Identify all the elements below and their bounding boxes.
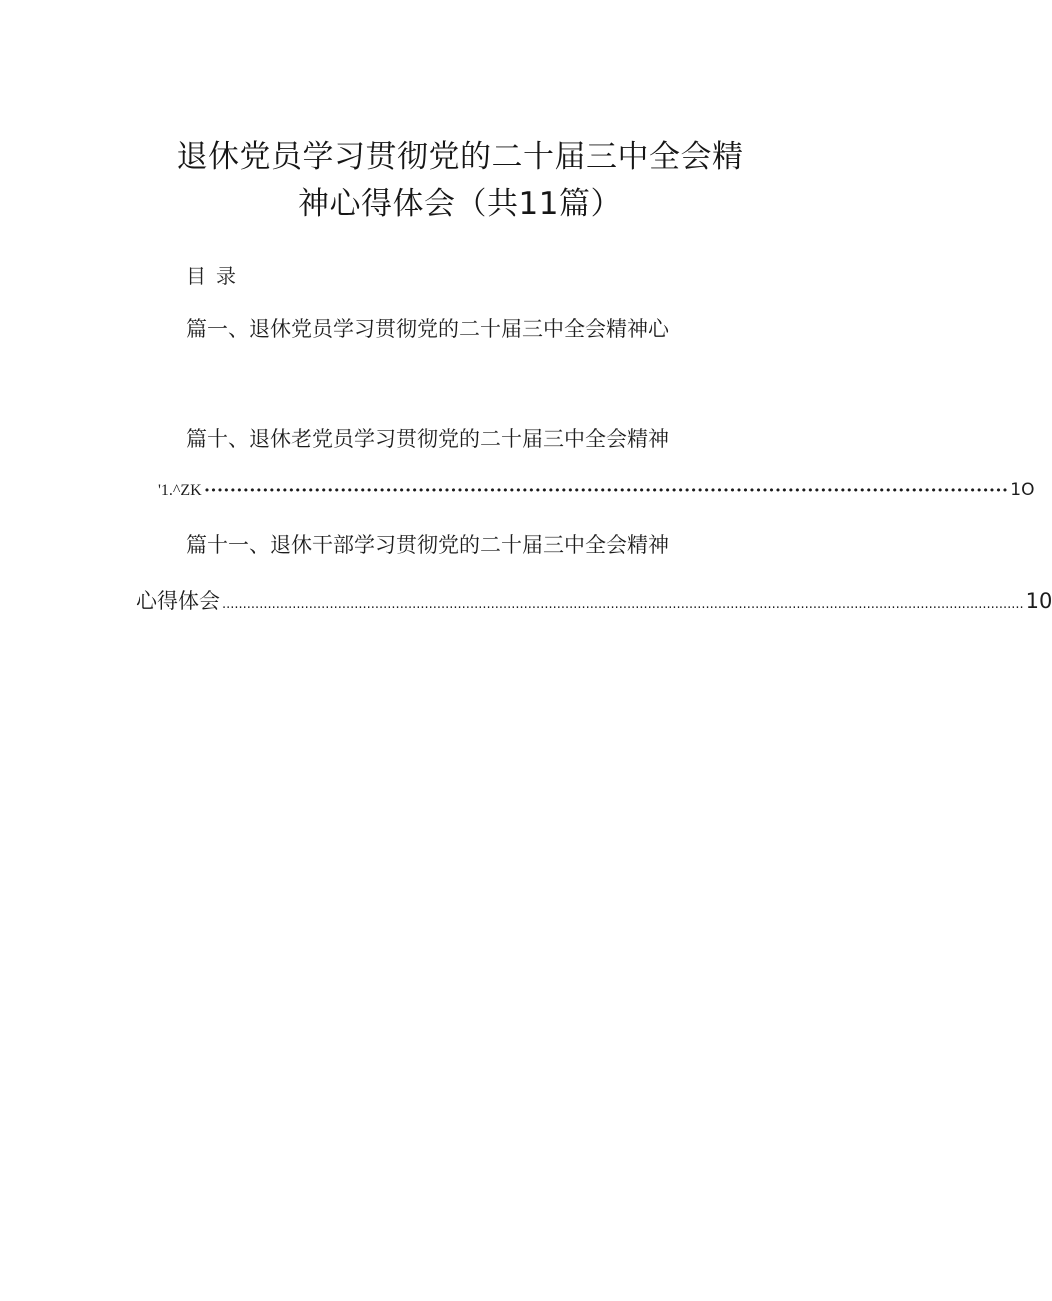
document-title-line-2: 神心得体会（共11篇）	[298, 186, 622, 222]
toc-entry-11-page-number: 10	[1025, 589, 1052, 613]
toc-entry-11-dot-leader: ..................................................................................................................................................................................................	[222, 597, 1024, 612]
document-title-line-1: 退休党员学习贯彻党的二十届三中全会精	[176, 139, 744, 175]
toc-entry-10-leader-row[interactable]	[158, 478, 1035, 504]
toc-entry-10-dot-leader: ••••••••••••••••••••••••••••••••••••••••••••••••••••••••••••••••••••••••••••••••••••••••••••••••••••••••••••••••••••••••••••	[203, 484, 1009, 497]
toc-entry-11-continuation: 心得体会	[136, 589, 220, 613]
toc-entry-11-leader-row[interactable]	[136, 586, 1052, 620]
toc-heading: 目录	[186, 264, 246, 288]
toc-entry-11-title[interactable]: 篇十一、退休干部学习贯彻党的二十届三中全会精神	[186, 533, 669, 557]
toc-entry-1-title[interactable]: 篇一、退休党员学习贯彻党的二十届三中全会精神心	[186, 317, 669, 341]
toc-entry-10-title[interactable]: 篇十、退休老党员学习贯彻党的二十届三中全会精神	[186, 427, 669, 451]
toc-entry-10-page-number: 1O	[1010, 480, 1035, 500]
toc-entry-10-continuation: '1.^ZK	[158, 482, 202, 499]
